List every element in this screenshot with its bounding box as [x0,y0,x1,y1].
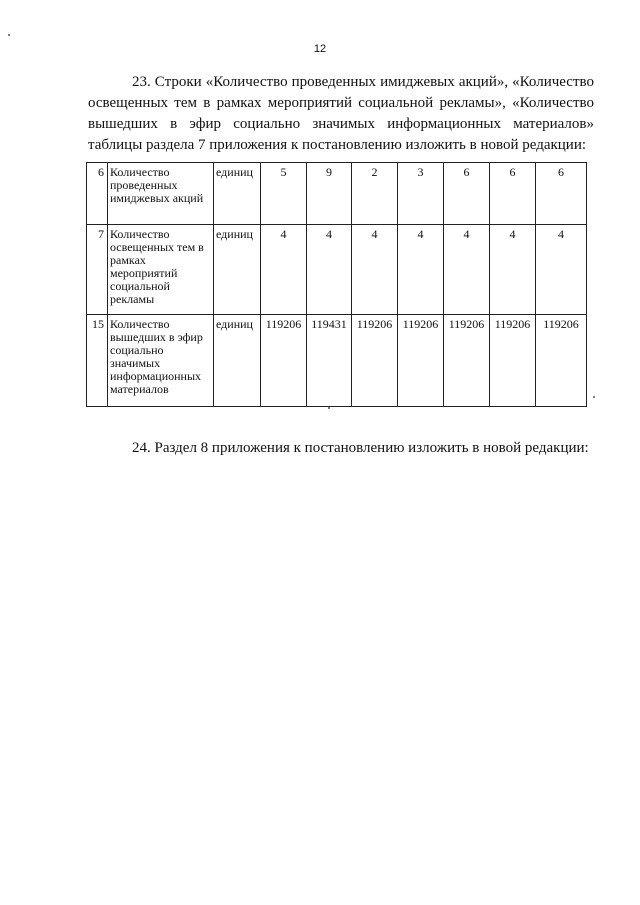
indicator-name: Количество освещенных тем в рамках мероприятий социальной рекламы [108,225,214,315]
value-cell: 6 [444,163,490,225]
page-number: 12 [313,43,327,55]
row-number: 6 [87,163,108,225]
value-cell: 119206 [444,315,490,407]
value-cell: 6 [536,163,587,225]
paragraph-23: 23. Строки «Количество проведенных имиджевых акций», «Количество освещенных тем в рамках мероприятий социальной рекламы», «Количество вышедших в эфир социально значимых информационных материалов» таблицы раздела 7 приложения к постановлению изложить в новой редакции: [88,74,594,153]
row-number: 15 [87,315,108,407]
table-row [87,315,587,407]
scan-speck [8,34,10,36]
value-cell: 2 [352,163,398,225]
value-cell: 119206 [490,315,536,407]
value-cell: 3 [398,163,444,225]
value-cell: 9 [307,163,352,225]
value-cell: 4 [352,225,398,315]
table-row [87,163,587,225]
unit-cell: единиц [214,225,261,315]
value-cell: 6 [490,163,536,225]
scan-speck [328,407,330,409]
paragraph-24: 24. Раздел 8 приложения к постановлению изложить в новой редакции: [132,440,589,456]
table-row [87,225,587,315]
value-cell: 119206 [261,315,307,407]
value-cell: 119431 [307,315,352,407]
indicators-table [86,162,587,407]
unit-cell: единиц [214,315,261,407]
value-cell: 4 [398,225,444,315]
value-cell: 119206 [352,315,398,407]
row-number: 7 [87,225,108,315]
value-cell: 4 [307,225,352,315]
value-cell: 4 [490,225,536,315]
indicator-name: Количество вышедших в эфир социально значимых информационных материалов [108,315,214,407]
unit-cell: единиц [214,163,261,225]
value-cell: 119206 [536,315,587,407]
scan-speck [593,396,595,398]
value-cell: 4 [261,225,307,315]
value-cell: 4 [536,225,587,315]
value-cell: 5 [261,163,307,225]
indicator-name: Количество проведенных имиджевых акций [108,163,214,225]
value-cell: 119206 [398,315,444,407]
value-cell: 4 [444,225,490,315]
